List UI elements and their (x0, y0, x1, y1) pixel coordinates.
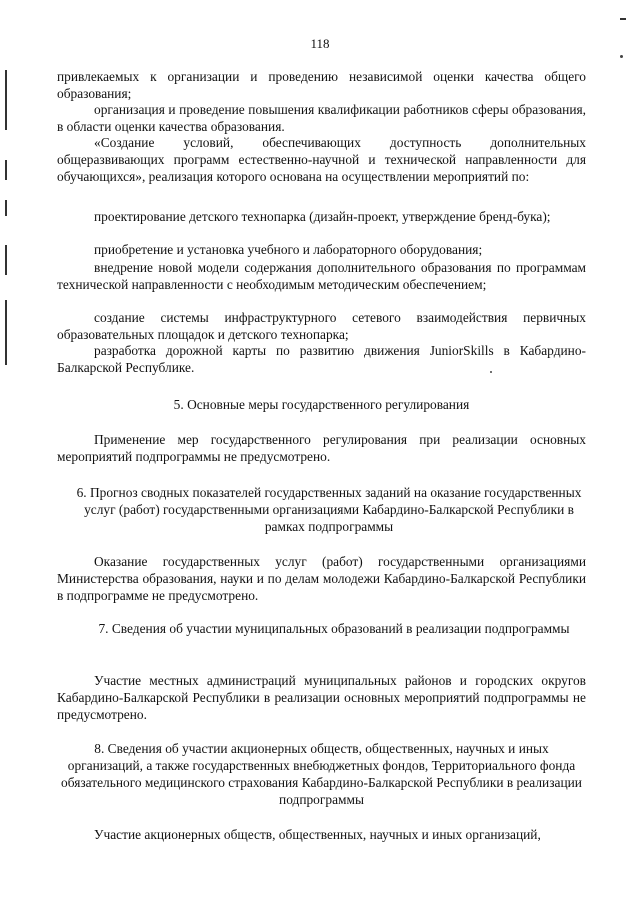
paragraph: разработка дорожной карты по развитию движения JuniorSkills в Кабардино-Балкарской Республике. (57, 343, 586, 375)
section-6-text: Оказание государственных услуг (работ) государственными организациями Министерства образования, науки и по делам молодежи Кабардино-Балкарской Республики в подпрограмме не предусмотрено. (57, 554, 586, 603)
section-6-heading: 6. Прогноз сводных показателей государственных заданий на оказание государственных услуг (работ) государственными организациями Кабардино-Балкарской Республики в рамках подпрограммы (76, 485, 582, 534)
page-number: 118 (310, 36, 330, 51)
paragraph: проектирование детского технопарка (дизайн-проект, утверждение бренд-бука); (94, 209, 551, 224)
paragraph: «Создание условий, обеспечивающих доступность дополнительных общеразвивающих программ естественно-научной и технической направленности для обучающихся», реализация которого основана на осуществлении мероприятий по: (57, 135, 586, 184)
section-5-heading: 5. Основные меры государственного регулирования (173, 397, 470, 412)
paragraph: внедрение новой модели содержания дополнительного образования по программам технической направленности с необходимым методическим обеспечением; (57, 260, 586, 292)
scan-dot (490, 371, 492, 373)
section-7-heading: 7. Сведения об участии муниципальных образований в реализации подпрограммы (98, 621, 570, 636)
scan-dot (620, 55, 623, 58)
scan-mark (620, 18, 626, 20)
scan-mark (5, 200, 7, 216)
section-5-text: Применение мер государственного регулирования при реализации основных мероприятий подпрограммы не предусмотрено. (57, 432, 586, 464)
section-7-text: Участие местных администраций муниципальных районов и городских округов Кабардино-Балкарской Республики в реализации основных мероприятий подпрограммы не предусмотрено. (57, 673, 586, 722)
section-8-text: Участие акционерных обществ, общественных, научных и иных организаций, (94, 827, 541, 842)
section-8-heading: 8. Сведения об участии акционерных обществ, общественных, научных и иных организаций, а также государственных внебюджетных фондов, Территориального фонда обязательного медицинского страхования Кабардино-Балкарской Республики в реализации подпрограммы (61, 741, 582, 807)
scan-mark (5, 245, 7, 275)
scan-mark (5, 70, 7, 130)
scan-mark (5, 160, 7, 180)
paragraph: привлекаемых к организации и проведению независимой оценки качества общего образования; (57, 69, 586, 101)
paragraph: создание системы инфраструктурного сетевого взаимодействия первичных образовательных площадок и детского технопарка; (57, 310, 586, 342)
scan-mark (5, 300, 7, 365)
paragraph: организация и проведение повышения квалификации работников сферы образования, в области оценки качества образования. (57, 102, 586, 134)
paragraph: приобретение и установка учебного и лабораторного оборудования; (94, 242, 483, 257)
